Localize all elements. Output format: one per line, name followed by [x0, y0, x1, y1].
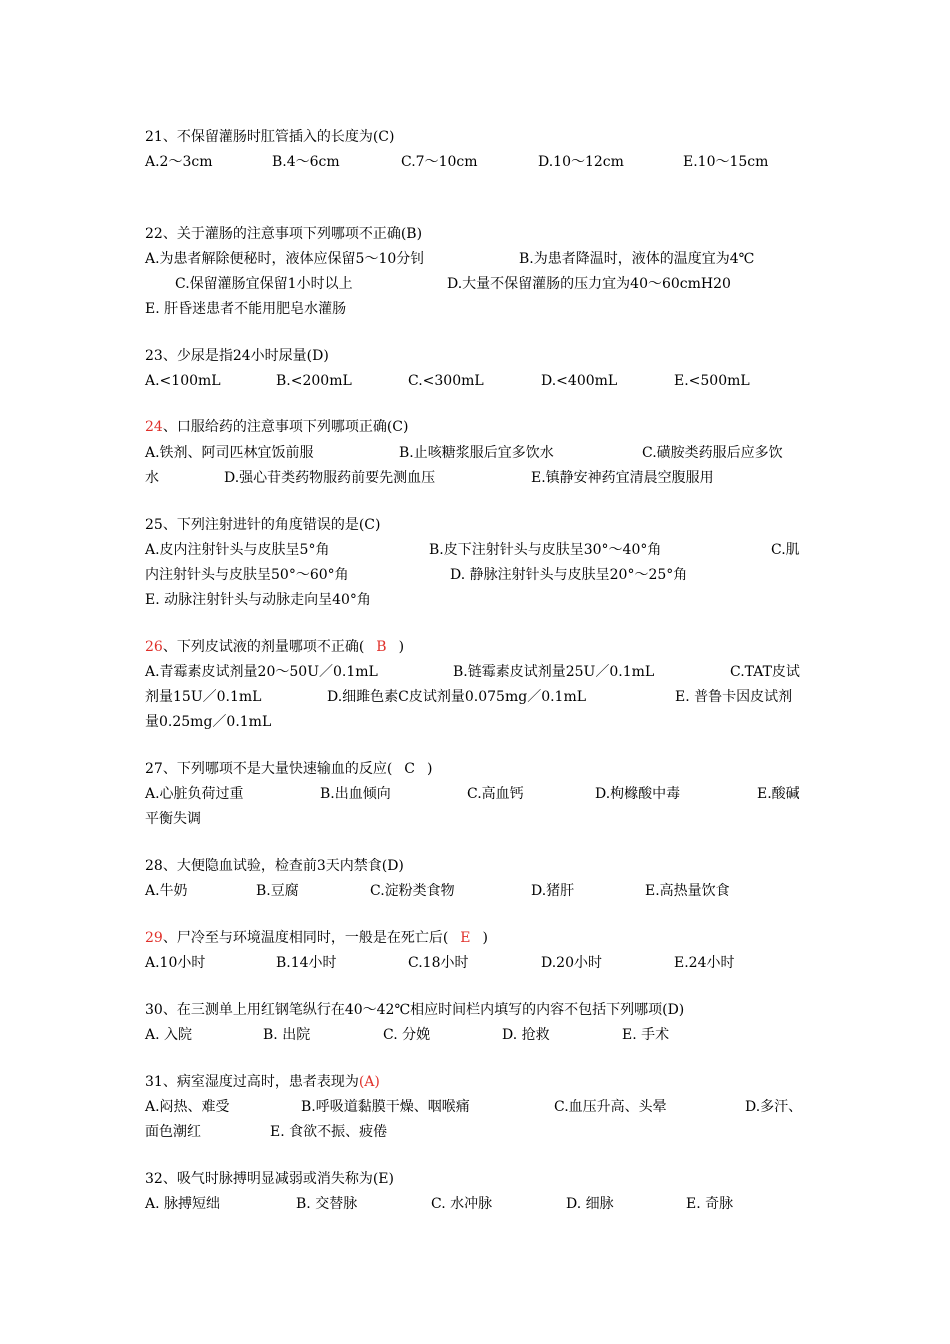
question-text: 、下列哪项不是大量快速输血的反应( [162, 761, 393, 777]
question-number: 31 [145, 1074, 163, 1090]
option-d: D.大量不保留灌肠的压力宜为40～60cmH20 [447, 276, 731, 292]
answer-mark: B [376, 639, 387, 655]
option-a: A.皮内注射针头与皮肤呈5°角 [145, 542, 330, 558]
question-text: 、不保留灌肠时肛管插入的长度为(C) [162, 129, 395, 145]
option-a: A.牛奶 [145, 883, 188, 899]
question-text: 、少尿是指24小时尿量(D) [162, 348, 329, 364]
question-stem [145, 128, 394, 146]
option-b: B.皮下注射针头与皮肤呈30°～40°角 [429, 542, 662, 558]
option-e: E. 普鲁卡因皮试剂 [675, 689, 793, 705]
option-e: E.酸碱 [757, 786, 800, 802]
option-e-continued: 平衡失调 [145, 811, 201, 827]
question-stem [145, 1001, 684, 1019]
question-text: 、病室湿度过高时，患者表现为 [162, 1074, 359, 1090]
question-stem [145, 929, 488, 947]
question-stem [145, 857, 404, 875]
option-e: E.<500mL [674, 373, 750, 389]
option-c: C.磺胺类药服后应多饮 [642, 445, 783, 461]
option-b: B.止咳糖浆服后宜多饮水 [399, 445, 554, 461]
option-b: B.出血倾向 [320, 786, 391, 802]
option-d: D.猪肝 [531, 883, 575, 899]
option-c: C.保留灌肠宜保留1小时以上 [175, 276, 353, 292]
option-c: C.淀粉类食物 [370, 883, 455, 899]
question-number: 21 [145, 129, 163, 145]
option-d: D.强心苷类药物服药前要先测血压 [224, 470, 436, 486]
question-number: 27 [145, 761, 163, 777]
answer-mark: E [460, 930, 471, 946]
option-e: E. 手术 [622, 1027, 670, 1043]
question-number: 22 [145, 226, 163, 242]
question-text-end: ) [398, 639, 405, 655]
option-a: A.闷热、难受 [145, 1099, 230, 1115]
question-text-end: ) [427, 761, 433, 777]
option-c-continued: 内注射针头与皮肤呈50°～60°角 [145, 567, 349, 583]
question-number: 32 [145, 1171, 163, 1187]
option-b: B. 出院 [263, 1027, 311, 1043]
option-e-continued: 量0.25mg／0.1mL [145, 714, 272, 730]
option-d: D.<400mL [541, 373, 618, 389]
option-c: C.血压升高、头晕 [554, 1099, 667, 1115]
option-a: A.<100mL [145, 373, 221, 389]
option-e: E.高热量饮食 [645, 883, 730, 899]
question-number: 29 [145, 930, 163, 946]
question-text-end: ) [482, 930, 488, 946]
question-number: 24 [145, 419, 163, 435]
option-c-continued: 水 [145, 470, 159, 486]
option-a: A.铁剂、阿司匹林宜饭前服 [145, 445, 314, 461]
question-text: 、尸冷至与环境温度相同时，一般是在死亡后( [162, 930, 449, 946]
option-a: A.青霉素皮试剂量20～50U／0.1mL [145, 664, 378, 680]
option-d: D. 抢救 [502, 1027, 550, 1043]
option-e: E.镇静安神药宜清晨空腹服用 [531, 470, 714, 486]
question-number: 23 [145, 348, 163, 364]
option-e: E.10～15cm [683, 154, 769, 170]
option-d: D.枸橼酸中毒 [595, 786, 681, 802]
question-stem [145, 760, 432, 778]
answer-mark: (A) [358, 1074, 380, 1090]
question-text: 、在三测单上用红钢笔纵行在40～42℃相应时间栏内填写的内容不包括下列哪项(D) [162, 1002, 685, 1018]
option-c: C.7～10cm [401, 154, 478, 170]
option-e: E. 动脉注射针头与动脉走向呈40°角 [145, 592, 371, 608]
option-d: D. 静脉注射针头与皮肤呈20°～25°角 [450, 567, 688, 583]
option-e: E. 肝昏迷患者不能用肥皂水灌肠 [145, 301, 347, 317]
answer-mark: C [404, 761, 416, 777]
question-number: 30 [145, 1002, 163, 1018]
question-stem [145, 638, 404, 656]
question-stem [145, 347, 329, 365]
question-stem [145, 225, 422, 243]
option-b: B.为患者降温时，液体的温度宜为4℃ [519, 251, 755, 267]
option-c-continued: 剂量15U／0.1mL [145, 689, 262, 705]
option-e: E.24小时 [674, 955, 735, 971]
question-stem [145, 418, 408, 436]
question-number: 26 [145, 639, 163, 655]
question-number: 28 [145, 858, 163, 874]
option-b: B.链霉素皮试剂量25U／0.1mL [453, 664, 655, 680]
question-stem [145, 516, 380, 534]
option-c: C.肌 [771, 542, 800, 558]
option-e: E. 奇脉 [686, 1196, 734, 1212]
option-d: D.20小时 [541, 955, 602, 971]
option-b: B.14小时 [276, 955, 337, 971]
option-d: D.多汗、 [745, 1099, 803, 1115]
question-stem [145, 1073, 380, 1091]
option-b: B.<200mL [276, 373, 352, 389]
option-b: B.呼吸道黏膜干燥、咽喉痛 [301, 1099, 470, 1115]
option-d: D.细雎色素C皮试剂量0.075mg／0.1mL [327, 689, 587, 705]
option-a: A. 脉搏短绌 [145, 1196, 221, 1212]
question-text: 、下列注射进针的角度错误的是(C) [162, 517, 381, 533]
question-text: 、吸气时脉搏明显减弱或消失称为(E) [162, 1171, 394, 1187]
option-d: D.10～12cm [538, 154, 624, 170]
option-d-continued: 面色潮红 [145, 1124, 201, 1140]
option-d: D. 细脉 [566, 1196, 614, 1212]
question-number: 25 [145, 517, 163, 533]
question-text: 、大便隐血试验，检查前3天内禁食(D) [162, 858, 404, 874]
option-c: C. 水冲脉 [431, 1196, 493, 1212]
option-c: C. 分娩 [383, 1027, 431, 1043]
option-b: B.4～6cm [272, 154, 340, 170]
option-a: A.心脏负荷过重 [145, 786, 244, 802]
question-stem [145, 1170, 394, 1188]
option-c: C.<300mL [408, 373, 484, 389]
option-b: B.豆腐 [256, 883, 299, 899]
option-c: C.18小时 [408, 955, 469, 971]
option-c: C.TAT皮试 [730, 664, 800, 680]
question-text: 、下列皮试液的剂量哪项不正确( [162, 639, 365, 655]
question-text: 、口服给药的注意事项下列哪项正确(C) [162, 419, 409, 435]
option-e: E. 食欲不振、疲倦 [270, 1124, 388, 1140]
option-a: A. 入院 [145, 1027, 193, 1043]
option-b: B. 交替脉 [296, 1196, 358, 1212]
option-a: A.10小时 [145, 955, 206, 971]
option-c: C.高血钙 [467, 786, 524, 802]
option-a: A.为患者解除便秘时，液体应保留5～10分钊 [145, 251, 425, 267]
option-a: A.2～3cm [145, 154, 213, 170]
question-text: 、关于灌肠的注意事项下列哪项不正确(B) [162, 226, 423, 242]
